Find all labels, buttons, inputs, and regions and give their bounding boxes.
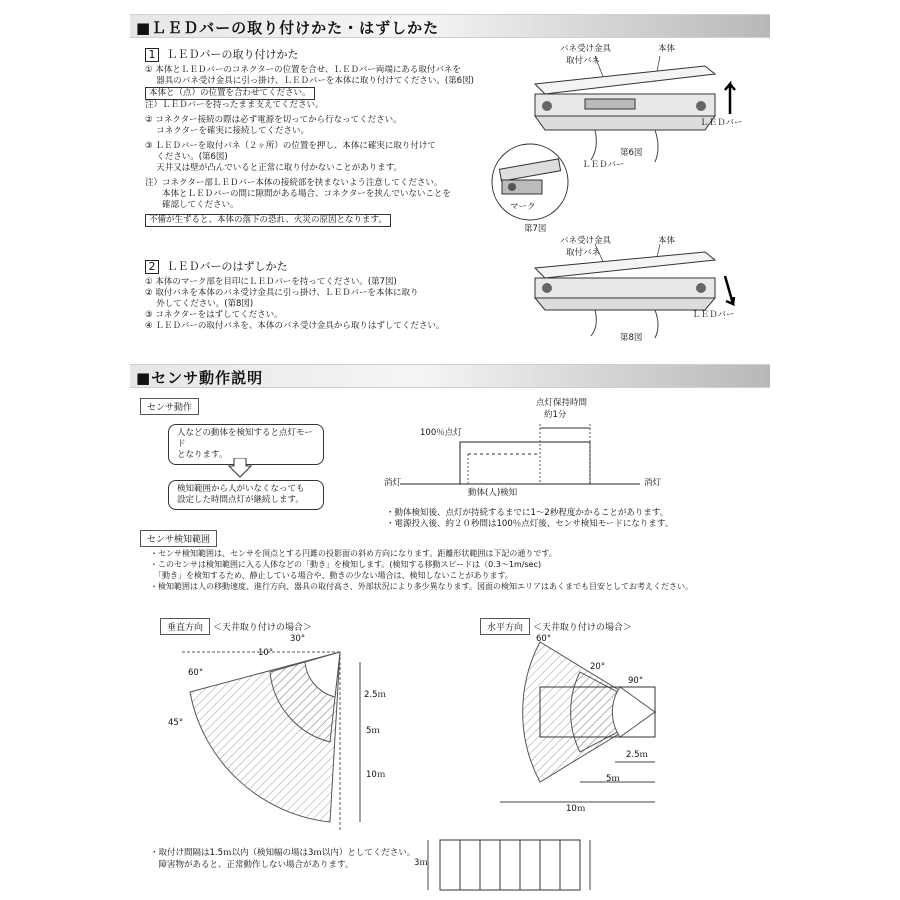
vert-distance: 10ｍ [366,770,386,780]
install-block [145,46,525,227]
remove-step: ④ ＬＥＤバーの取付バネを、本体のバネ受け金具から取りはずしてください。 [145,321,445,331]
install-note: 本体とＬＥＤバーの間に隙間がある場合、コネクターを挟んでいないことを [145,189,451,199]
timing-note: ・電源投入後、約２０秒間は100％点灯後、センサ検知モードになります。 [386,519,674,529]
horiz-distance: 5ｍ [606,774,620,784]
horiz-angle: 20° [590,662,606,672]
remove-block [145,258,525,332]
install-step: 器具のバネ受け金具に引っ掛け、ＬＥＤバーを本体に取り付けてください。(第6図) [145,76,474,86]
fig8-bar-label: ＬＥＤバー [692,310,735,320]
fig8-label: バネ受け金具 [560,236,612,246]
detection-range-label: センサ検知範囲 [140,530,217,547]
sensor-operation-label: センサ動作 [140,398,199,415]
remove-heading: ＬＥＤバーのはずしかた [166,260,288,273]
vert-angle: 10° [258,648,274,658]
horizontal-range-diagram [490,632,690,812]
fig8-label: 取付バネ [566,248,601,258]
fig6-caption: 第6図 [620,148,643,158]
section-header-led-bar [130,14,770,38]
spacing-diagram [420,836,600,896]
install-note: 確認してください。 [145,200,239,210]
timing-level-label: 100％点灯 [420,428,462,438]
fig8-caption: 第8図 [620,333,643,343]
range-notes [150,548,770,592]
horizontal-tag: 水平方向 [480,618,530,635]
timing-hold-value: 約1分 [544,410,567,420]
vertical-tag: 垂直方向 [160,618,210,635]
install-step: ください。(第6図) [145,152,228,162]
step-number: 1 [145,48,159,62]
flow-step-detect: 人などの動体を検知すると点灯モード となります。 [168,424,324,465]
spacing-dim: 3ｍ [414,858,428,868]
remove-step: 外してください。(第8図) [145,299,254,309]
step-number: 2 [145,260,159,274]
fig7-bar-label: ＬＥＤバー [582,160,625,170]
install-note: 注）ＬＥＤバーを持ったまま支えてください。 [145,100,324,110]
horiz-distance: 10ｍ [566,804,586,814]
down-arrow-icon [228,458,252,478]
vert-distance: 2.5ｍ [364,690,387,700]
range-note: 「動き」を検知するため、静止している場合や、動きの少ない場合は、検知しないことがあります。 [150,571,513,580]
remove-step: ② 取付バネを本体のバネ受け金具に引っ掛け、ＬＥＤバーを本体に取り [145,288,419,298]
vertical-title: ＜天井取り付けの場合＞ [212,623,312,633]
install-warning-box: 不備が生ずると、本体の落下の恐れ、火災の原因となります。 [145,214,391,227]
remove-step: ① 本体のマーク部を目印にＬＥＤバーを持ってください。(第7図) [145,277,397,287]
range-note: ・このセンサは検知範囲に入る人体などの「動き」を検知します。(検知する移動スピードは（0.3～1m/sec) [150,560,542,569]
vert-angle: 60° [188,668,204,678]
range-note: ・センサ検知範囲は、センサを頂点とする円錐の投影面の斜め方向になります。距離形状範囲は下記の通りです。 [150,549,557,558]
timing-detect-label: 動体(人)検知 [468,488,518,498]
fig6-label: 本体 [658,44,676,54]
section-title: ■センサ動作説明 [136,369,264,387]
fig6-label: バネ受け金具 [560,44,612,54]
flow-step-hold: 検知範囲から人がいなくなっても 設定した時間点灯が継続します。 [168,480,324,510]
install-step: ③ ＬＥＤバーを取付バネ（２ヶ所）の位置を押し、本体に確実に取り付けて [145,141,436,151]
section-header-sensor [130,364,770,388]
vert-distance: 5ｍ [366,726,380,736]
fig7-caption: 第7図 [524,224,547,234]
install-step: 天井又は壁が凸んでいると正常に取り付かないことがあります。 [145,163,403,173]
fig6-bar-label: ＬＥＤバー [700,118,743,128]
timing-hold-label: 点灯保持時間 [536,398,588,408]
install-heading: ＬＥＤバーの取り付けかた [166,48,299,61]
timing-off-left: 消灯 [384,478,402,488]
vert-angle: 30° [290,634,306,644]
section-title: ■ＬＥＤバーの取り付けかた・はずしかた [136,19,440,37]
bottom-note: ・取付け間隔は1.5ｍ以内（検知幅の場は3ｍ以内）としてください。 [150,848,416,858]
range-note: ・検知範囲は人の移動速度、進行方向、器具の取付高さ、外部状況により多少異なります。図面の検知エリアはあくまでも目安としてお考えください。 [150,582,694,591]
remove-step: ③ コネクターをはずしてください。 [145,310,283,320]
horiz-angle: 60° [536,634,552,644]
timing-off-right: 消灯 [644,478,662,488]
install-step: ② コネクター接続の際は必ず電源を切ってから行なってください。 [145,115,402,125]
fig6-label: 取付バネ [566,56,601,66]
install-note: 注）コネクター部ＬＥＤバー本体の接続部を挟まないよう注意してください。 [145,178,443,188]
fig7-mark-label: マーク [510,202,536,212]
install-step: コネクターを確実に接続してください。 [145,126,310,136]
install-note-box: 本体と（点）の位置を合わせてください。 [145,87,315,100]
timing-note: ・動体検知後、点灯が持続するまでに1～2秒程度かかることがあります。 [386,508,669,518]
horiz-angle: 90° [628,676,644,686]
horizontal-title: ＜天井取り付けの場合＞ [532,623,632,633]
vert-angle: 45° [168,718,184,728]
horiz-distance: 2.5ｍ [626,750,649,760]
timing-chart [390,394,670,512]
bottom-note: 障害物があると、正常動作しない場合があります。 [150,860,354,870]
fig8-label: 本体 [658,236,676,246]
install-step: ① 本体とＬＥＤバーのコネクターの位置を合せ、ＬＥＤバー両端にある取付バネを [145,65,461,75]
vertical-range-diagram [160,632,420,837]
figure-8-drawing [525,236,745,346]
